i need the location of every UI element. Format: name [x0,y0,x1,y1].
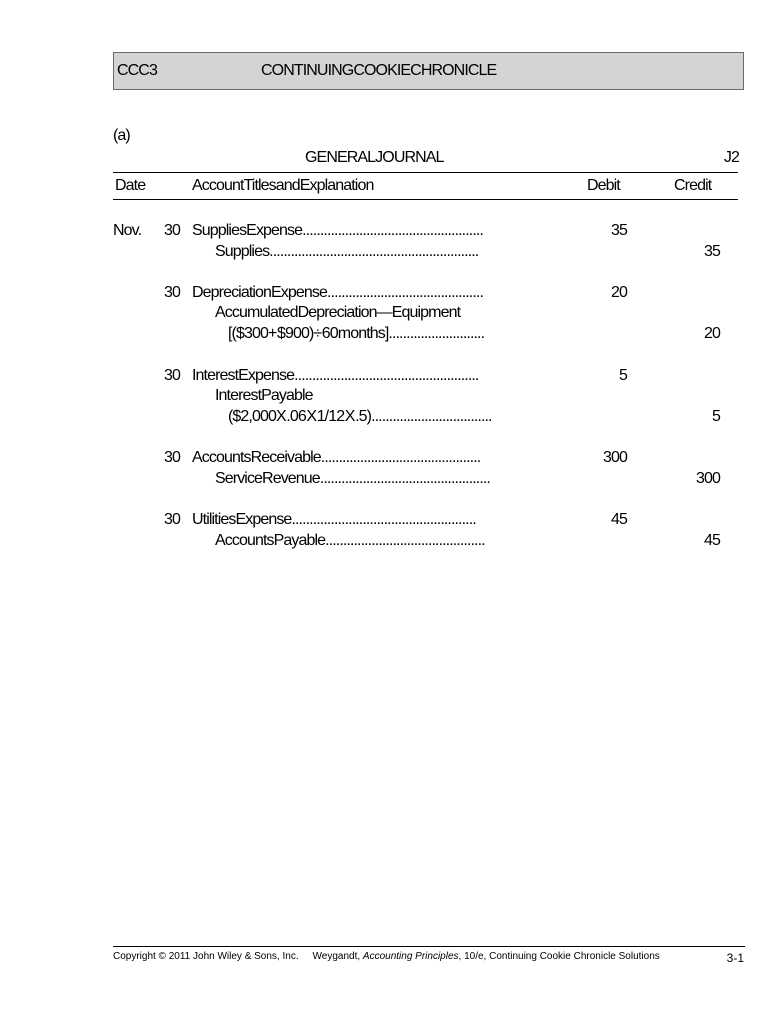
entry-debit-amount: 45 [611,511,627,528]
entry-credit-amount: 45 [704,532,720,549]
page-number: 3-1 [726,951,744,965]
entry-debit-account: InterestExpense.................................................... [192,367,479,384]
column-header-debit: Debit [587,177,620,194]
entry-credit-account: AccumulatedDepreciation—Equipment [215,304,461,321]
entry-credit-account: Supplies........................................................... [215,243,479,260]
header-rule-top [113,172,738,173]
footer-author: Weygandt, [312,951,361,962]
footer-edition: , 10/e, Continuing Cookie Chronicle Solutions [458,951,660,962]
footer-copyright: Copyright © 2011 John Wiley & Sons, Inc. [113,951,299,962]
header-rule-bottom [113,199,738,200]
entry-day: 30 [164,222,180,239]
problem-title: CONTINUINGCOOKIECHRONICLE [261,62,497,79]
entry-day: 30 [164,367,180,384]
entry-credit-amount: 35 [704,243,720,260]
footer-text [113,951,660,962]
entry-credit-account: AccountsPayable............................................. [215,532,485,549]
entry-explanation: ($2,000X .06 X 1/12 X .5).................................. [228,408,492,425]
entry-credit-amount: 5 [712,408,720,425]
entry-debit-account: AccountsReceivable............................................. [192,449,481,466]
part-label: (a) [113,127,130,144]
entry-debit-amount: 5 [619,367,627,384]
journal-title: GENERALJOURNAL [305,149,444,166]
entry-credit-account: InterestPayable [215,387,313,404]
column-header-date: Date [115,177,146,194]
entry-month: Nov. [113,222,142,239]
entry-debit-amount: 20 [611,284,627,301]
entry-credit-amount: 20 [704,325,720,342]
entry-debit-account: SuppliesExpense................................................... [192,222,483,239]
journal-page-ref: J2 [723,149,739,166]
entry-debit-account: UtilitiesExpense.................................................... [192,511,476,528]
entry-debit-amount: 300 [603,449,627,466]
entry-day: 30 [164,284,180,301]
entry-day: 30 [164,449,180,466]
column-header-credit: Credit [674,177,712,194]
chapter-banner [113,52,744,90]
entry-debit-amount: 35 [611,222,627,239]
footer-rule [113,946,745,947]
entry-credit-amount: 300 [696,470,720,487]
column-header-account: AccountTitlesandExplanation [192,177,374,194]
problem-code: CCC3 [117,62,157,79]
entry-credit-account: ServiceRevenue................................................ [215,470,490,487]
entry-explanation: [($300+ $900)÷ 60months]........................... [228,325,485,342]
footer-book-title: Accounting Principles [362,951,459,962]
entry-day: 30 [164,511,180,528]
entry-debit-account: DepreciationExpense............................................ [192,284,483,301]
